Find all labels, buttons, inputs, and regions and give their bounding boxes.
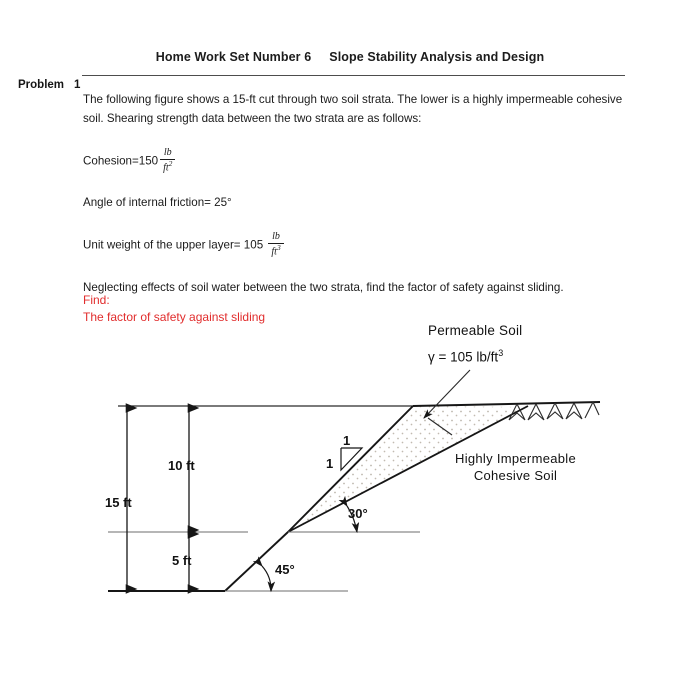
angle-label-45: 45° bbox=[275, 562, 295, 577]
gamma-value: = 105 lb/ft bbox=[438, 349, 499, 365]
problem-body bbox=[83, 90, 628, 297]
document-header bbox=[0, 50, 700, 64]
unit-weight-line bbox=[83, 232, 628, 257]
cohesive-soil-label bbox=[455, 450, 576, 484]
header-title-part2: Slope Stability Analysis and Design bbox=[329, 50, 545, 64]
gamma-value-label bbox=[428, 348, 503, 365]
unit-weight-numerator: lb bbox=[272, 231, 280, 243]
cohesion-units bbox=[160, 148, 175, 173]
problem-label bbox=[18, 79, 80, 91]
angle-arc-45 bbox=[262, 566, 271, 591]
cohesion-den-base: ft bbox=[163, 161, 169, 173]
dimension-label-5ft: 5 ft bbox=[172, 553, 192, 568]
permeable-soil-label: Permeable Soil bbox=[428, 323, 523, 338]
problem-statement-paragraph: The following figure shows a 15-ft cut through two soil strata. The lower is a highly impermeable cohesive soil. Shearing strength data between the two strata are as follows: bbox=[83, 93, 623, 125]
unit-weight-den-base: ft bbox=[271, 246, 277, 258]
unit-weight-units bbox=[268, 232, 283, 257]
problem-number: 1 bbox=[74, 79, 81, 91]
cohesive-soil-line2: Cohesive Soil bbox=[473, 468, 558, 483]
slope-diagram bbox=[0, 310, 700, 630]
problem-word: Problem bbox=[18, 79, 65, 91]
slope-diagram-svg bbox=[0, 310, 700, 630]
header-title-part1: Home Work Set Number 6 bbox=[155, 50, 312, 64]
ground-surface-line bbox=[413, 402, 600, 406]
unit-weight-den-exponent: 3 bbox=[276, 242, 281, 252]
angle-label-30: 30° bbox=[348, 506, 368, 521]
header-divider bbox=[82, 75, 625, 76]
dimension-label-10ft: 10 ft bbox=[168, 458, 195, 473]
cohesion-unit-denominator bbox=[160, 159, 175, 174]
cohesion-label: Cohesion=150 bbox=[83, 154, 159, 168]
friction-angle-line: Angle of internal friction= 25° bbox=[83, 196, 232, 210]
find-heading: Find: bbox=[83, 293, 110, 307]
closing-question-line: Neglecting effects of soil water between the two strata, find the factor of safety against sliding. bbox=[83, 280, 564, 294]
unit-weight-label: Unit weight of the upper layer= 105 bbox=[83, 238, 264, 252]
find-text: The factor of safety against sliding bbox=[83, 310, 266, 324]
cohesive-soil-line1: Highly Impermeable bbox=[455, 451, 577, 466]
gamma-symbol: γ bbox=[428, 349, 435, 365]
cohesion-line bbox=[83, 148, 628, 173]
unit-weight-denominator bbox=[268, 243, 283, 258]
cohesion-den-exponent: 2 bbox=[168, 158, 173, 168]
gamma-exponent: 3 bbox=[498, 348, 504, 358]
cohesion-unit-numerator: lb bbox=[163, 147, 172, 158]
slope-ratio-run-label: 1 bbox=[326, 456, 334, 471]
ground-hatching bbox=[509, 402, 599, 420]
dimension-label-15ft: 15 ft bbox=[105, 495, 132, 510]
slope-ratio-rise-label: 1 bbox=[343, 433, 351, 448]
